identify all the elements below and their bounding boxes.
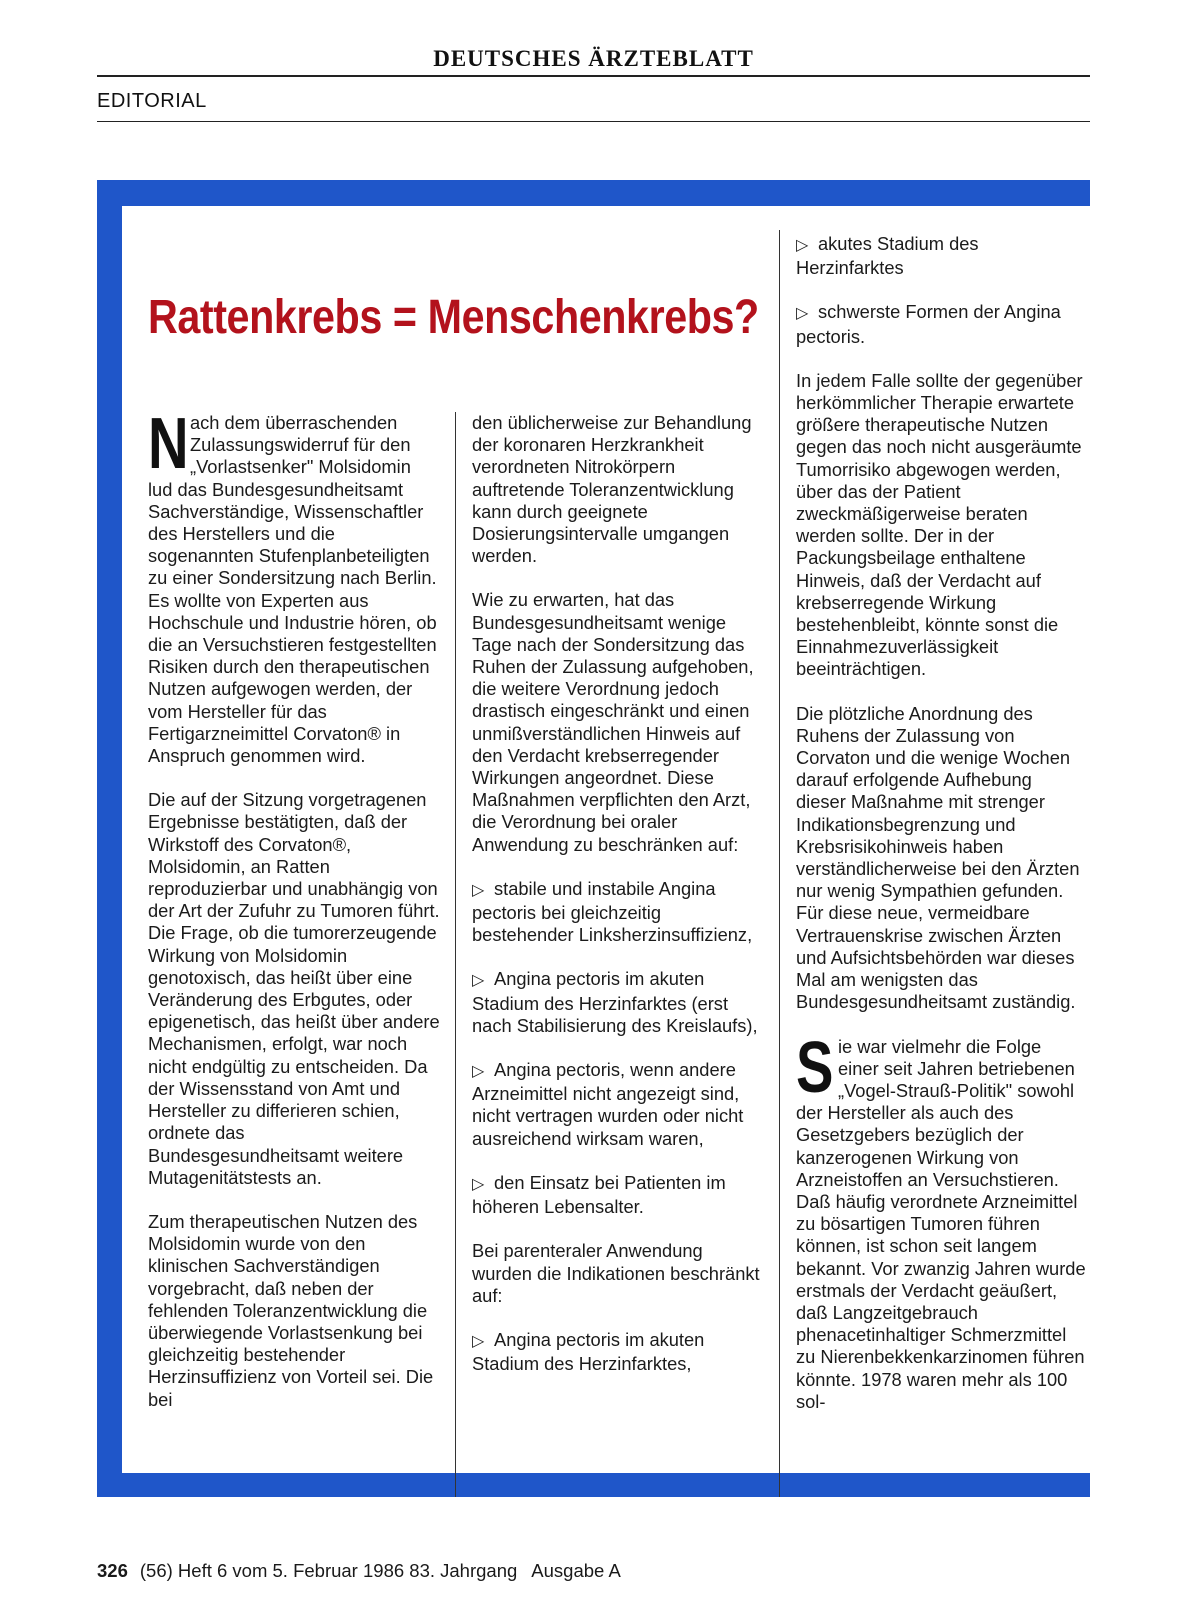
list-item: ▷ schwerste Formen der Angina pectoris. — [796, 301, 1061, 347]
issue-info: (56) Heft 6 vom 5. Februar 1986 83. Jahrgang — [139, 1560, 518, 1581]
column-divider-1 — [455, 412, 456, 1497]
list-item: ▷ Angina pectoris, wenn andere Arzneimittel nicht angezeigt sind, nicht vertragen wurden oder nicht ausreichend wirksam waren, — [472, 1059, 744, 1149]
list-item: ▷ stabile und instabile Angina pectoris bei gleichzeitig bestehender Linksherzinsuffizienz, — [472, 877, 753, 946]
paragraph — [148, 404, 440, 767]
paragraph: Die plötzliche Anordnung des Ruhens der Zulassung von Corvaton und die wenige Wochen darauf erfolgende Aufhebung dieser Maßnahme mit strenger Indikationsbegrenzung und Krebsrisikohinweis haben verständlicherweise bei den Ärzten nur wenig Sympathien gefunden. Für diese neue, vermeidbare Vertrauenskrise zwischen Ärzten und Aufsichtsbehörden war dieses Mal am wenigsten das Bundesgesundheitsamt zuständig. — [796, 702, 1080, 1013]
triangle-bullet-icon: ▷ — [796, 305, 809, 323]
paragraph: Wie zu erwarten, hat das Bundesgesundheitsamt wenige Tage nach der Sondersitzung das Ruhen der Zulassung aufgehoben, die weitere Verordnung jedoch drastisch eingeschränkt und einen unmißverständlichen Hinweis auf den Verdacht krebserregender Wirkungen angeordnet. Diese Maßnahmen verpflichten den Arzt, die Verordnung bei oraler Anwendung zu beschränken auf: — [472, 589, 754, 855]
page-number: 326 — [97, 1560, 128, 1581]
triangle-bullet-icon: ▷ — [472, 1175, 485, 1193]
paragraph: Die auf der Sitzung vorgetragenen Ergebnisse bestätigten, daß der Wirkstoff des Corvaton®, Molsidomin, an Ratten reproduzierbar und unabhängig von der Art der Zufuhr zu Tumoren führt. Die Frage, ob die tumorerzeugende Wirkung von Molsidomin genotoxisch, das heißt über eine Veränderung des Erbgutes, oder epigenetisch, das heißt über andere Mechanismen, erfolgt, war noch nicht endgültig zu entscheiden. Da der Wissensstand von Amt und Hersteller zu differieren schien, ordnete das Bundesgesundheitsamt weitere Mutagenitätstests an. — [148, 789, 440, 1188]
paragraph: Zum therapeutischen Nutzen des Molsidomin wurde von den klinischen Sachverständigen vorgebracht, daß neben der fehlenden Toleranzentwicklung die überwiegende Vorlastsenkung bei gleichzeitig bestehender Herzinsuffizienz von Vorteil sei. Die bei — [148, 1210, 434, 1410]
paragraph — [796, 1027, 1086, 1413]
column-divider-2 — [779, 230, 780, 1497]
headline: Rattenkrebs = Menschenkrebs? — [148, 291, 759, 344]
section-label: EDITORIAL — [97, 90, 207, 112]
triangle-bullet-icon: ▷ — [796, 237, 809, 254]
triangle-bullet-icon: ▷ — [472, 1063, 485, 1081]
masthead-rule — [97, 75, 1090, 77]
column-3 — [796, 233, 1086, 1435]
triangle-bullet-icon: ▷ — [472, 881, 485, 899]
column-2 — [472, 412, 764, 1397]
paragraph-text: ie war vielmehr die Folge einer seit Jahren betriebenen „Vogel-Strauß-Politik" sowohl der Hersteller als auch des Gesetzgebers bezüglich der kanzerogenen Wirkung von Arzneistoffen an Versuchstieren. Daß häufig verordnete Arzneimittel zu bösartigen Tumoren führen können, ist schon seit langem bekannt. Vor zwanzig Jahren wurde erstmals der Verdacht geäußert, daß Langzeitgebrauch phenacetinhaltiger Schmerzmittel zu Nierenbekkenkarzinomen führen könnte. 1978 waren mehr als 100 sol- — [796, 1035, 1086, 1412]
paragraph-text: ach dem überraschenden Zulassungswiderruf für den „Vorlastsenker" Molsidomin lud das Bundesgesundheitsamt Sachverständige, Wissenschaftler des Herstellers und die sogenannten Stufenplanbeteiligten zu einer Sondersitzung nach Berlin. Es wollte von Experten aus Hochschule und Industrie hören, ob die an Versuchstieren festgestellten Risiken durch den therapeutischen Nutzen aufgewogen werden, der vom Hersteller für das Fertigarzneimittel Corvaton® in Anspruch genommen wird. — [148, 412, 437, 767]
masthead: DEUTSCHES ÄRZTEBLATT — [433, 46, 754, 71]
list-item: ▷ akutes Stadium des Herzinfarktes — [796, 233, 979, 279]
edition-label: Ausgabe A — [531, 1560, 621, 1581]
drop-cap: N — [148, 404, 189, 484]
page-footer — [97, 1560, 621, 1582]
triangle-bullet-icon: ▷ — [472, 1332, 485, 1350]
list-item: ▷ Angina pectoris im akuten Stadium des Herzinfarktes (erst nach Stabilisierung des Kreislaufs), — [472, 968, 758, 1036]
column-1 — [148, 404, 440, 1433]
triangle-bullet-icon: ▷ — [472, 972, 485, 990]
paragraph: In jedem Falle sollte der gegenüber herkömmlicher Therapie erwartete größere therapeutische Nutzen gegen das noch nicht ausgeräumte Tumorrisiko abgewogen werden, über das der Patient zweckmäßigerweise beraten werden sollte. Der in der Packungsbeilage enthaltene Hinweis, daß der Verdacht auf krebserregende Wirkung bestehenbleibt, könnte sonst die Einnahmezuverlässigkeit beeinträchtigen. — [796, 369, 1083, 680]
section-rule — [97, 121, 1090, 122]
paragraph: den üblicherweise zur Behandlung der koronaren Herzkrankheit verordneten Nitrokörpern auftretende Toleranzentwicklung kann durch geeignete Dosierungsintervalle umgangen werden. — [472, 412, 752, 567]
drop-cap: S — [796, 1027, 834, 1108]
paragraph: Bei parenteraler Anwendung wurden die Indikationen beschränkt auf: — [472, 1240, 760, 1306]
list-item: ▷ den Einsatz bei Patienten im höheren Lebensalter. — [472, 1171, 726, 1218]
list-item: ▷ Angina pectoris im akuten Stadium des Herzinfarktes, — [472, 1328, 705, 1375]
